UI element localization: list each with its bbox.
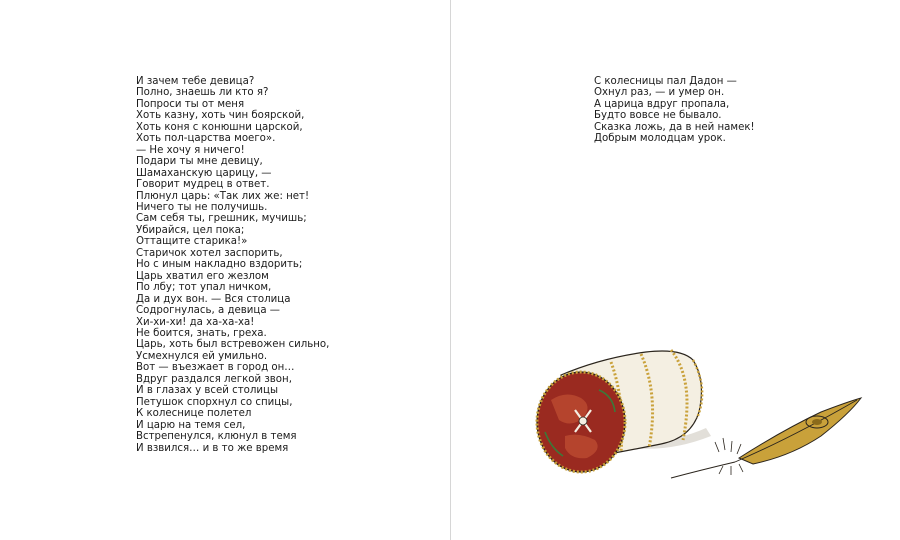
left-page-verse: [136, 76, 329, 454]
verse-line: Царь хватил его жезлом: [136, 270, 269, 282]
verse-line: Попроси ты от меня: [136, 98, 245, 110]
verse-line: Царь, хоть был встревожен сильно,: [136, 339, 330, 351]
fallen-crown-icon: [537, 350, 702, 472]
verse-line: Хоть казну, хоть чин боярской,: [136, 110, 305, 122]
verse-line: И в глазах у всей столицы: [136, 385, 279, 397]
verse-line: Будто вовсе не бывало.: [594, 110, 722, 122]
verse-line: Полно, знаешь ли кто я?: [136, 87, 269, 99]
verse-line: Охнул раз, — и умер он.: [594, 87, 725, 99]
verse-line: Петушок спорхнул со спицы,: [136, 396, 293, 408]
verse-line: А царица вдруг пропала,: [594, 98, 730, 110]
verse-line: Хоть коня с конюшни царской,: [136, 121, 303, 133]
verse-line: Встрепенулся, клюнул в темя: [136, 431, 297, 443]
verse-line: Плюнул царь: «Так лих же: нет!: [136, 190, 310, 202]
verse-line: Шамаханскую царицу, —: [136, 167, 272, 179]
verse-line: И взвился… и в то же время: [136, 442, 289, 454]
verse-line: По лбу; тот упал ничком,: [136, 282, 272, 294]
crown-and-feather-illustration: [521, 340, 866, 490]
verse-line: Усмехнулся ей умильно.: [136, 350, 268, 362]
verse-line: Но с иным накладно вздорить;: [136, 259, 303, 271]
verse-line: Убирайся, цел пока;: [136, 224, 245, 236]
verse-line: Да и дух вон. — Вся столица: [136, 293, 291, 305]
verse-line: К колеснице полетел: [136, 408, 252, 420]
right-page: [451, 0, 900, 540]
verse-line: С колесницы пал Дадон —: [594, 76, 737, 87]
verse-line: Говорит мудрец в ответ.: [136, 179, 270, 191]
verse-line: Хи-хи-хи! да ха-ха-ха!: [136, 316, 255, 328]
verse-line: Сказка ложь, да в ней намек!: [594, 121, 755, 133]
verse-line: И зачем тебе девица?: [136, 76, 255, 87]
verse-line: — Не хочу я ничего!: [136, 144, 245, 156]
verse-line: И царю на темя сел,: [136, 419, 246, 431]
verse-line: Добрым молодцам урок.: [594, 133, 726, 145]
verse-line: Вот — въезжает в город он…: [136, 362, 295, 374]
verse-line: Старичок хотел заспорить,: [136, 247, 283, 259]
verse-line: Оттащите старика!»: [136, 236, 248, 248]
verse-line: Ничего ты не получишь.: [136, 201, 268, 213]
verse-line: Хоть пол-царства моего».: [136, 133, 276, 145]
verse-line: Сам себя ты, грешник, мучишь;: [136, 213, 307, 225]
verse-line: Не боится, знать, греха.: [136, 327, 267, 339]
right-page-verse: [594, 76, 755, 145]
verse-line: Подари ты мне девицу,: [136, 156, 263, 168]
verse-line: Содрогнулась, а девица —: [136, 305, 280, 317]
verse-line: Вдруг раздался легкой звон,: [136, 373, 292, 385]
